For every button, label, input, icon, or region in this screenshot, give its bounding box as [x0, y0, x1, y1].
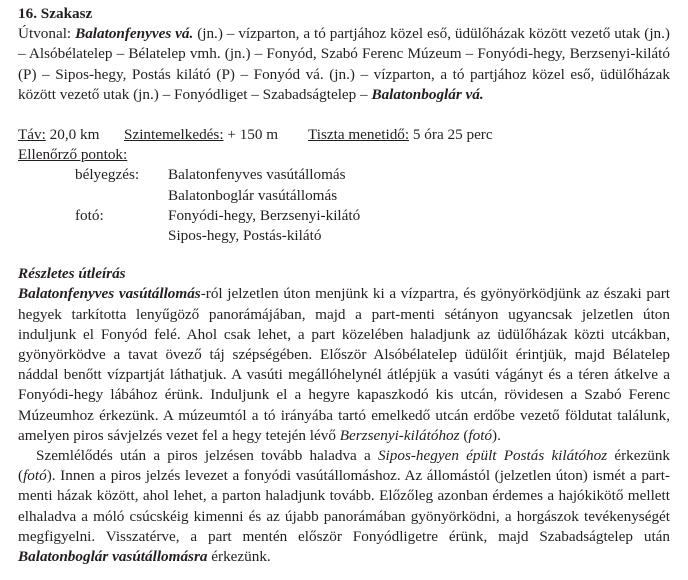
checkpoint-row — [18, 165, 670, 185]
checkpoint-row — [18, 226, 670, 246]
photo-note: fotó — [23, 467, 47, 485]
spacer — [18, 105, 670, 125]
checkpoint-row — [18, 206, 670, 226]
berzsenyi-kilato: Berzsenyi-kilátóhoz — [339, 426, 460, 444]
postas-kilato: Sipos-hegyen épült Postás kilátóhoz — [377, 447, 608, 465]
details-text: ). — [492, 426, 501, 444]
elevation-label: Szintemelkedés: — [124, 126, 224, 144]
time-stat — [308, 125, 493, 145]
checkpoint-value: Balatonboglár vasútállomás — [168, 186, 338, 204]
time-label: Tiszta menetidő: — [308, 126, 410, 144]
route-end: Balatonboglár vá. — [371, 85, 484, 103]
details-title: Részletes útleírás — [18, 265, 126, 283]
details-text: -ról jelzetlen úton menjünk ki a vízpartra, és gyönyörködjünk az északi part hegyek tarkította lenyűgöző panorámájában, majd a part-menti sétányon ugyancsak jelzetlen úton induljunk el Fonyód felé. Ahol csak lehet, a part közelében haladjunk az üdülőházak közti utcákban, gyönyörködve a tavat övező táj szépségében. Először Alsóbélatelep üdülőit érintjük, majd Bélatelep náddal benőtt vízpartját láthatjuk. A vasúti megállóhelynél átlépjük a vasúti vágányt és a téren átkelve a Fonyódi-hegy lábához érünk. Induljunk el a hegyre kapaszkodó kis utcán, rövidesen a Szabó Ferenc Múzeumhoz érkezünk. A múzeumtól a tó irányába tartó emelkedő utcán erdőbe vezető földutat találunk, amelyen piros sávjelzés vezet fel a hegy tetején lévő — [18, 285, 670, 444]
details-text: érkezünk. — [207, 548, 271, 566]
checkpoints-title: Ellenőrző pontok: — [18, 146, 128, 164]
end-station: Balatonboglár vasútállomásra — [18, 548, 208, 566]
distance-label: Táv: — [18, 126, 46, 144]
details-paragraph-1 — [18, 284, 670, 446]
details-text: ( — [459, 426, 469, 444]
route-paragraph — [18, 24, 670, 105]
checkpoint-label: fotó: — [75, 206, 104, 224]
route-stops: (jn.) – vízparton, a tó partjához közel eső, üdülőházak között vezető utak (jn.) – Alsóbélatelep – Bélatelep vmh. (jn.) – Fonyód, Szabó Ferenc Múzeum – Fonyódi-hegy, Berzsenyi-kilátó (P) – Sipos-hegy, Postás kilátó (P) – Fonyód vá. (jn.) – vízparton, a tó partjához közel eső, üdülőházak között vezető utak (jn.) – Fonyódliget – Szabadságtelep – — [18, 25, 670, 103]
route-start: Balatonfenyves vá. — [75, 25, 194, 43]
checkpoint-value: Fonyódi-hegy, Berzsenyi-kilátó — [168, 206, 361, 224]
photo-note: fotó — [468, 426, 493, 444]
checkpoint-label — [18, 186, 168, 206]
route-label: Útvonal: — [18, 25, 72, 43]
checkpoint-value: Balatonfenyves vasútállomás — [168, 166, 346, 184]
checkpoint-label — [18, 226, 168, 246]
checkpoint-value: Sipos-hegy, Postás-kilátó — [168, 227, 322, 245]
elevation-stat — [124, 125, 308, 145]
checkpoint-label: bélyegzés: — [75, 166, 140, 184]
elevation-value: + 150 m — [223, 126, 279, 144]
time-value: 5 óra 25 perc — [409, 126, 493, 144]
section-title: 16. Szakasz — [18, 5, 93, 22]
details-text: Szemlélődés után a piros jelzésen tovább haladva a — [36, 447, 378, 465]
route-stats — [18, 125, 670, 145]
details-paragraph-2 — [18, 446, 670, 567]
distance-stat — [18, 125, 124, 145]
start-station: Balatonfenyves vasútállomás — [18, 285, 201, 303]
distance-value: 20,0 km — [45, 126, 100, 144]
details-text: érkezünk ( — [18, 447, 671, 485]
checkpoint-row — [18, 186, 670, 206]
spacer — [18, 246, 670, 264]
details-text: ). Innen a piros jelzés levezet a fonyódi vasútállomáshoz. Az állomástól (jelzetlen úton) ismét a part-menti házak között, ahol lehet, a parton haladjunk tovább. Előzőleg azonban érdemes a hajókikötő mellett elhaladva a móló csúcskéig kimenni és az újabb panorámában gyönyörködni, a horgászok tevékenységét megfigyelni. Visszatérve, a part mentén először Fonyódligetre érünk, majd Szabadságtelep után — [18, 467, 670, 545]
